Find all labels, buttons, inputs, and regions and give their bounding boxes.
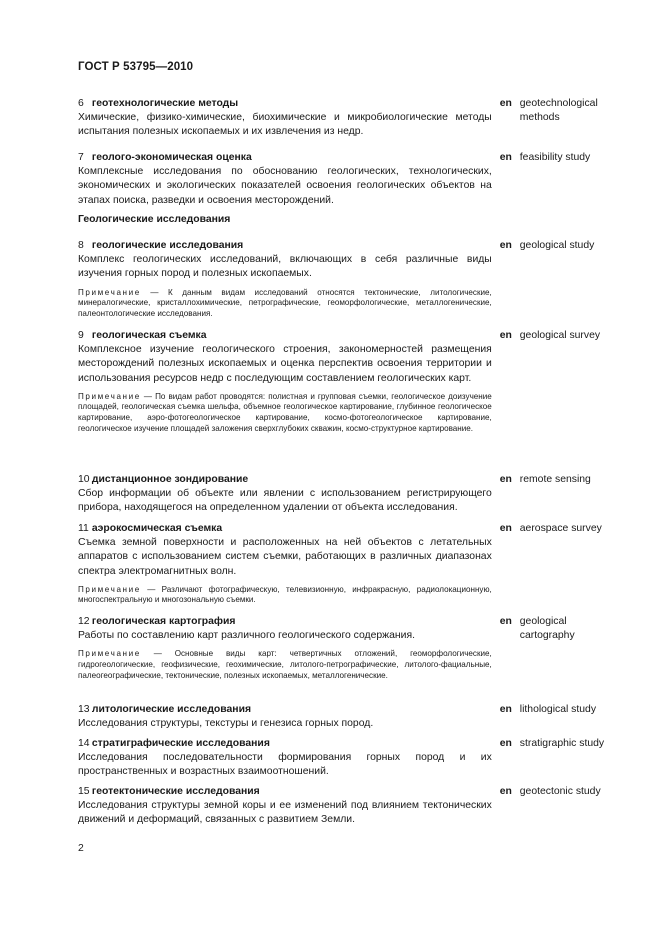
note-label: Примечание: [78, 584, 141, 594]
term-number: 11: [78, 523, 89, 534]
language-tag: en: [499, 616, 512, 627]
term-definition: Работы по составлению карт различного геологического содержания.: [78, 630, 415, 642]
term-number: 14: [78, 738, 90, 749]
term-title: литологические исследования: [91, 704, 252, 715]
term-entry-14: [78, 737, 618, 785]
term-note: [78, 585, 492, 606]
term-title: геологическая картография: [91, 616, 236, 627]
term-number: 9: [78, 330, 84, 341]
language-tag: en: [499, 786, 512, 797]
term-title: геотехнологические методы: [91, 98, 239, 109]
note-text: — Основные виды карт: четвертичных отложений, геоморфологические, гидрогеологические, геофизические, геохимические, литолого-петрографические, литолого-фациальные, палеогеографические, тектонические, полезных ископаемых, металлогенические.: [78, 649, 492, 680]
note-label: Примечание: [78, 287, 141, 297]
term-entry-6: [78, 97, 618, 151]
term-number: 8: [78, 240, 84, 251]
term-entry-7: [78, 151, 618, 213]
term-definition: Съемка земной поверхности и расположенных на ней объектов с летательных аппаратов с использованием систем съемки, работающих в различных диапазонах спектра электромагнитных волн.: [78, 537, 492, 577]
english-term: stratigraphic study: [519, 738, 605, 749]
term-entry-15: [78, 785, 618, 833]
term-definition: Исследования структуры земной коры и ее изменений под влиянием тектонических движений и деформаций, связанных с развитием Земли.: [78, 800, 492, 826]
term-definition: Исследования структуры, текстуры и генезиса горных пород.: [78, 718, 374, 730]
term-definition: Комплексное изучение геологического строения, закономерностей размещения месторождений полезных ископаемых и оценка перспектив освоения территории и использования ресурсов недр с последующим составлением геологических карт.: [78, 344, 492, 384]
note-label: Примечание: [78, 391, 141, 401]
term-definition: Исследования последовательности формирования горных пород и их пространственных и возрастных взаимоотношений.: [78, 752, 492, 778]
term-entry-9: [78, 329, 618, 473]
term-number: 12: [78, 616, 90, 627]
term-title: дистанционное зондирование: [91, 474, 249, 485]
page-number: 2: [78, 843, 84, 854]
term-title: геолого-экономическая оценка: [91, 152, 252, 163]
note-label: Примечание: [78, 649, 141, 659]
term-note: [78, 649, 492, 681]
language-tag: en: [499, 330, 512, 341]
term-number: 13: [78, 704, 90, 715]
term-definition: Комплекс геологических исследований, включающих в себя различные виды изучения горных пород и полезных ископаемых.: [78, 254, 492, 280]
term-entry-8: [78, 239, 618, 329]
english-term: lithological study: [519, 704, 597, 715]
english-term: geological study: [519, 240, 595, 251]
term-definition: Химические, физико-химические, биохимические и микробиологические методы испытания полезных ископаемых и их извлечения из недр.: [78, 112, 492, 138]
term-entry-10: [78, 473, 618, 522]
term-title: стратиграфические исследования: [91, 738, 270, 749]
document-body: [78, 97, 618, 833]
section-title: Геологические исследования: [78, 214, 231, 225]
term-title: геотектонические исследования: [91, 786, 260, 797]
language-tag: en: [499, 474, 512, 485]
language-tag: en: [499, 98, 512, 109]
english-term: remote sensing: [519, 474, 591, 485]
language-tag: en: [499, 738, 512, 749]
term-entry-12: [78, 615, 618, 703]
term-entry-11: [78, 522, 618, 615]
term-number: 15: [78, 786, 90, 797]
standard-id: ГОСТ Р 53795—2010: [78, 61, 194, 73]
note-text: — Различают фотографическую, телевизионную, инфракрасную, радиолокационную, многоспектральную и многозональную съемки.: [78, 584, 492, 605]
english-term: feasibility study: [519, 152, 591, 163]
english-term: geological cartography: [519, 616, 575, 642]
term-note: [78, 392, 492, 434]
language-tag: en: [499, 240, 512, 251]
english-term: geological survey: [519, 330, 601, 341]
english-term: geotectonic study: [519, 786, 601, 797]
language-tag: en: [499, 704, 512, 715]
term-note: [78, 288, 492, 320]
term-number: 6: [78, 98, 84, 109]
term-number: 7: [78, 152, 84, 163]
english-term: aerospace survey: [519, 523, 602, 534]
english-term: geotechnological methods: [519, 98, 598, 124]
term-number: 10: [78, 474, 90, 485]
term-definition: Комплексные исследования по обоснованию геологических, технологических, экономических и экологических показателей освоения геологических объектов на этапах поиска, разведки и освоения месторождений.: [78, 166, 492, 206]
term-title: геологические исследования: [91, 240, 244, 251]
term-entry-13: [78, 703, 618, 737]
note-text: — К данным видам исследований относятся тектонические, литологические, минералогические, кристаллохимические, петрографические, геоморфологические, металлогенические, палеонтологические исследования.: [78, 287, 492, 318]
language-tag: en: [499, 152, 512, 163]
term-title: геологическая съемка: [91, 330, 207, 341]
term-title: аэрокосмическая съемка: [91, 523, 223, 534]
note-text: — По видам работ проводятся: полистная и групповая съемки, геологическое доизучение площадей, геологическая съемка шельфа, объемное геологическое картирование, глубинное геологическое картирование, аэро-фотогеологическое картирование, космо-фотогеологическое картирование, геологическое изучение площадей заложения сверхглубоких скважин, космо-структурное картирование.: [78, 391, 492, 433]
term-definition: Сбор информации об объекте или явлении с использованием регистрирующего прибора, находящегося на определенном удалении от объекта исследования.: [78, 488, 492, 514]
language-tag: en: [499, 523, 512, 534]
